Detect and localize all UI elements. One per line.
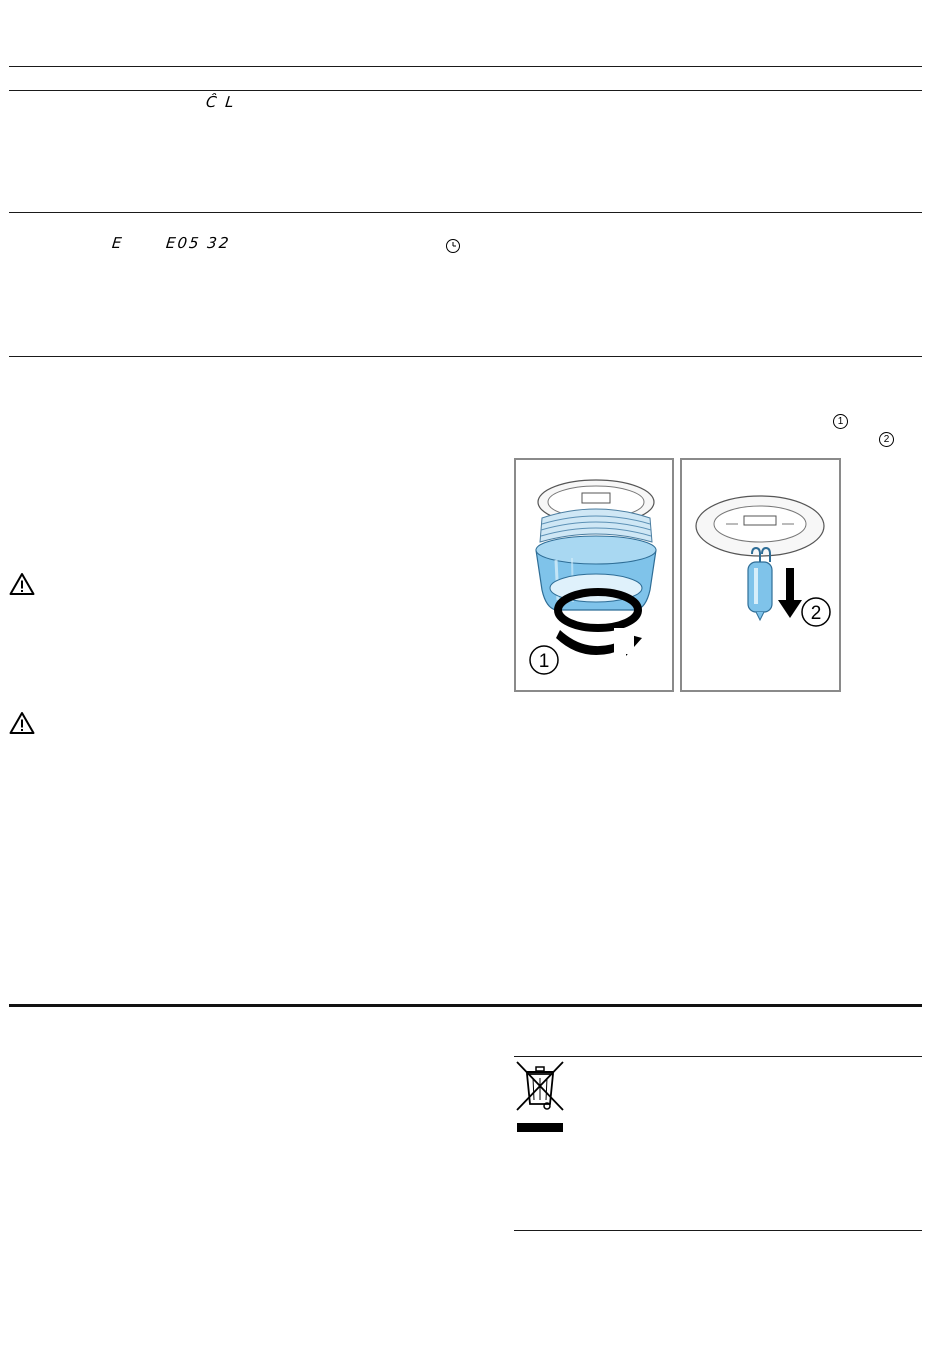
figure-panel-remove-bulb (680, 458, 841, 692)
display-code-cl: Ĉ L (205, 93, 237, 111)
warning-triangle-icon (9, 572, 35, 596)
warning-triangle-icon (9, 711, 35, 735)
display-code-e05-32: E05 32 (165, 234, 232, 252)
disposal-box-top-rule (514, 1056, 922, 1057)
table-bottom-rule (9, 356, 922, 357)
table-header-rule (9, 90, 922, 91)
table-row-rule (9, 212, 922, 213)
figure-panel-unscrew-cover (514, 458, 674, 692)
clock-icon (445, 238, 461, 254)
section-divider (9, 1004, 922, 1007)
crossed-out-wheelie-bin-icon (514, 1060, 566, 1134)
bulb-removal-illustration (682, 460, 839, 690)
figure-step-2-label: 2 (810, 603, 822, 624)
step-1-marker: 1 (833, 414, 848, 429)
disposal-box-bottom-rule (514, 1230, 922, 1231)
figure-step-1-label: 1 (538, 651, 550, 672)
step-2-marker: 2 (879, 432, 894, 447)
lamp-cover-illustration (516, 460, 672, 690)
table-top-rule (9, 66, 922, 67)
display-code-e: E (111, 234, 125, 252)
